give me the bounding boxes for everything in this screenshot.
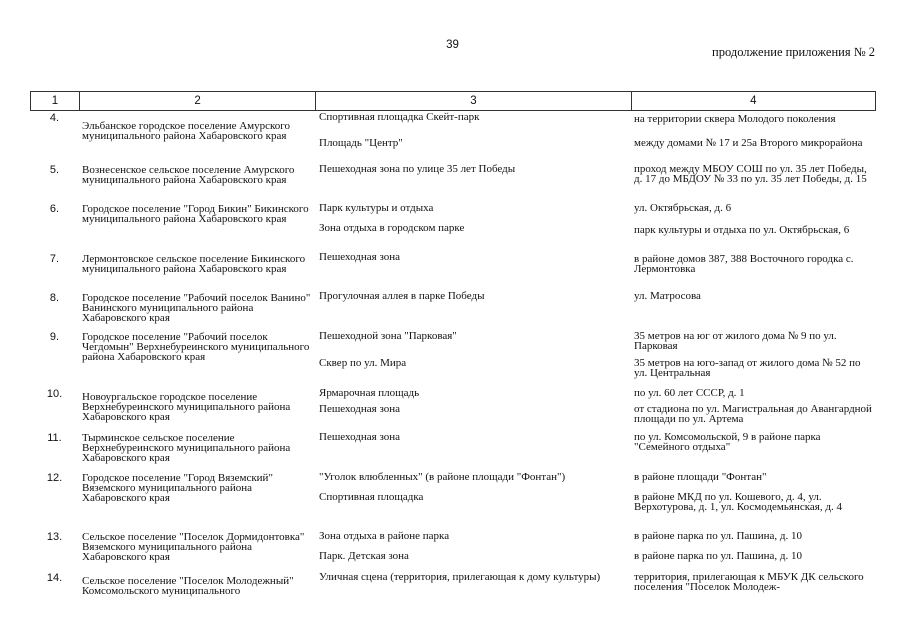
table-row bbox=[30, 112, 876, 162]
object-address: в районе МКД по ул. Кошевого, д. 4, ул. Верхотурова, д. 1, ул. Космодемьянская, д. 4 bbox=[634, 491, 842, 513]
object-title: Спортивная площадка Скейт-парк bbox=[319, 111, 480, 123]
object-address: между домами № 17 и 25а Второго микрорайона bbox=[634, 137, 863, 149]
row-number: 14. bbox=[46, 572, 63, 584]
settlement-name: Эльбанское городское поселение Амурского муниципального района Хабаровского края bbox=[82, 120, 291, 142]
settlement-name: Сельское поселение "Поселок Дормидонтовка" Вяземского муниципального района Хабаровского края bbox=[82, 531, 305, 563]
row-number: 12. bbox=[46, 472, 63, 484]
table-row bbox=[30, 290, 876, 329]
settlement-name: Вознесенское сельское поселение Амурского муниципального района Хабаровского края bbox=[82, 164, 295, 186]
settlement-name: Лермонтовское сельское поселение Бикинского муниципального района Хабаровского края bbox=[82, 253, 306, 275]
object-address: от стадиона по ул. Магистральная до Авангардной площади по ул. Артема bbox=[634, 403, 872, 425]
object-address: в районе площади "Фонтан" bbox=[634, 471, 767, 483]
table-row bbox=[30, 162, 876, 201]
row-number: 6. bbox=[49, 203, 60, 215]
object-title: Пешеходная зона по улице 35 лет Победы bbox=[319, 163, 516, 175]
row-number: 11. bbox=[47, 432, 62, 444]
object-address: ул. Матросова bbox=[634, 290, 701, 302]
table-header-row bbox=[30, 91, 876, 111]
column-header-2: 2 bbox=[80, 92, 316, 110]
object-address: на территории сквера Молодого поколения bbox=[634, 113, 836, 125]
appendix-continuation-note: продолжение приложения № 2 bbox=[712, 45, 875, 59]
column-header-4: 4 bbox=[750, 95, 757, 107]
row-number: 4. bbox=[49, 112, 60, 124]
object-title: Ярмарочная площадь bbox=[319, 387, 420, 399]
object-address: по ул. 60 лет СССР, д. 1 bbox=[634, 387, 745, 399]
table-row bbox=[30, 329, 876, 386]
object-title: Парк культуры и отдыха bbox=[319, 202, 434, 214]
object-address: в районе домов 387, 388 Восточного городка с. Лермонтовка bbox=[634, 253, 854, 275]
column-header-3: 3 bbox=[316, 92, 631, 110]
row-number: 10. bbox=[46, 388, 63, 400]
object-address: 35 метров на юг от жилого дома № 9 по ул. Парковая bbox=[634, 330, 837, 352]
row-number: 7. bbox=[49, 253, 60, 265]
row-number: 5. bbox=[49, 164, 60, 176]
object-title: Уличная сцена (территория, прилегающая к дому культуры) bbox=[319, 571, 601, 583]
object-address: территория, прилегающая к МБУК ДК сельского поселения "Поселок Молодеж- bbox=[634, 571, 864, 593]
object-address: в районе парка по ул. Пашина, д. 10 bbox=[634, 550, 803, 562]
table-row bbox=[30, 386, 876, 430]
object-title: "Уголок влюбленных" (в районе площади "Фонтан") bbox=[319, 471, 566, 483]
territories-table bbox=[30, 91, 876, 640]
settlement-name: Городское поселение "Рабочий поселок Ванино" Ванинского муниципального района Хабаровского края bbox=[82, 292, 311, 324]
object-address: 35 метров на юго-запад от жилого дома № 52 по ул. Центральная bbox=[634, 357, 861, 379]
page-number: 39 bbox=[446, 39, 459, 51]
settlement-name: Городское поселение "Город Вяземский" Вяземского муниципального района Хабаровского края bbox=[82, 472, 273, 504]
object-address: по ул. Комсомольской, 9 в районе парка "Семейного отдыха" bbox=[634, 431, 821, 453]
table-row bbox=[30, 251, 876, 290]
object-title: Площадь "Центр" bbox=[319, 137, 403, 149]
object-title: Зона отдыха в городском парке bbox=[319, 222, 465, 234]
object-title: Прогулочная аллея в парке Победы bbox=[319, 290, 485, 302]
row-number: 13. bbox=[46, 531, 63, 543]
table-row bbox=[30, 529, 876, 570]
table-row bbox=[30, 570, 876, 610]
settlement-name: Новоургальское городское поселение Верхнебуреинского муниципального района Хабаровского края bbox=[82, 391, 291, 423]
row-number: 9. bbox=[49, 331, 60, 343]
row-number: 8. bbox=[49, 292, 60, 304]
object-address: проход между МБОУ СОШ по ул. 35 лет Победы, д. 17 до МБДОУ № 33 по ул. 35 лет Победы, д. 15 bbox=[634, 163, 867, 185]
object-title: Пешеходной зона "Парковая" bbox=[319, 330, 457, 342]
object-title: Пешеходная зона bbox=[319, 431, 401, 443]
object-title: Спортивная площадка bbox=[319, 491, 424, 503]
table-row bbox=[30, 470, 876, 529]
object-title: Сквер по ул. Мира bbox=[319, 357, 407, 369]
object-address: ул. Октябрьская, д. 6 bbox=[634, 202, 732, 214]
object-title: Пешеходная зона bbox=[319, 251, 401, 263]
object-address: парк культуры и отдыха по ул. Октябрьская, 6 bbox=[634, 224, 850, 236]
object-title: Пешеходная зона bbox=[319, 403, 401, 415]
settlement-name: Городское поселение "Рабочий поселок Чегдомын" Верхнебуреинского муниципального района Хабаровского края bbox=[82, 331, 310, 363]
object-address: в районе парка по ул. Пашина, д. 10 bbox=[634, 530, 803, 542]
table-row bbox=[30, 201, 876, 251]
column-header-1: 1 bbox=[31, 92, 80, 110]
settlement-name: Городское поселение "Город Бикин" Бикинского муниципального района Хабаровского края bbox=[82, 203, 309, 225]
object-title: Парк. Детская зона bbox=[319, 550, 409, 562]
table-row bbox=[30, 430, 876, 470]
settlement-name: Тырминское сельское поселение Верхнебуреинского муниципального района Хабаровского края bbox=[82, 432, 291, 464]
settlement-name: Сельское поселение "Поселок Молодежный" Комсомольского муниципального bbox=[82, 575, 294, 597]
object-title: Зона отдыха в районе парка bbox=[319, 530, 450, 542]
